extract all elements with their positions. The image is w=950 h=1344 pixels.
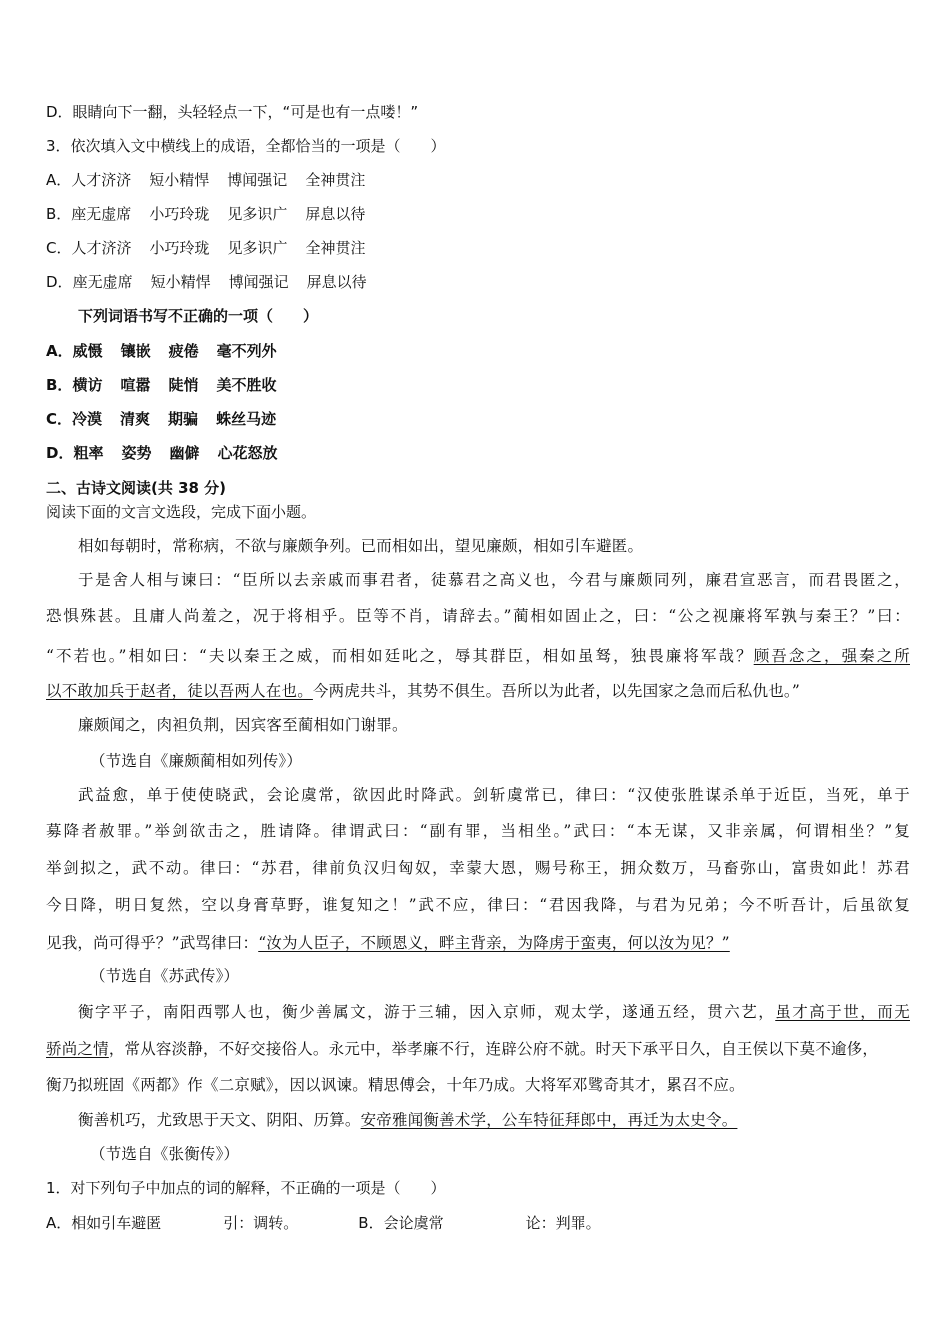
passage3-line: 衡乃拟班固《两都》作《二京赋》，因以讽谏。精思傅会，十年乃成。大将军邓骘奇其才，累召不应。 [46, 1076, 745, 1094]
q3-option-a [46, 169, 910, 191]
option-a: A．相如引车避匿 [46, 1214, 162, 1232]
passage1-p3: 廉颇闻之，肉袒负荆，因宾客至蔺相如门谢罪。 [78, 716, 408, 734]
option-word: 座无虚席 [72, 273, 133, 291]
option-word: 人才济济 [71, 171, 132, 189]
option-word: 镶嵌 [120, 342, 151, 360]
passage-text: 衡字平子，南阳西鄂人也，衡少善属文，游于三辅，因入京师，观太学，遂通五经，贯六艺， [78, 1003, 776, 1021]
passage-text: ，常从容淡静，不好交接俗人。永元中，举孝廉不行，连辟公府不就。时天下承平日久，自王侯以下莫不逾侈， [108, 1040, 879, 1058]
option-word: 全神贯注 [305, 171, 366, 189]
passage1-line [46, 680, 910, 702]
option-label: A． [46, 171, 72, 189]
option-word: 见多识广 [227, 239, 288, 257]
option-word: 座无虚席 [71, 205, 132, 223]
option-word: 人才济济 [71, 239, 132, 257]
passage1-line: 于是舍人相与谏曰：“臣所以去亲戚而事君者，徒慕君之高义也，今君与廉颇同列，廉君宣恶言，而君畏匿之， [78, 571, 910, 589]
q3-option-d [46, 271, 910, 293]
passage-text: 见我，尚可得乎？”武骂律曰： [46, 934, 259, 952]
option-word: 屏息以待 [306, 273, 367, 291]
q3-option-b [46, 203, 910, 225]
option-word: 陡悄 [168, 376, 199, 394]
passage1-line [46, 645, 910, 667]
option-label: B． [46, 376, 73, 394]
underlined-sentence: “汝为人臣子，不顾恩义，畔主背亲，为降虏于蛮夷，何以汝为见？” [258, 934, 730, 952]
passage2-line [46, 932, 910, 954]
option-label: C． [46, 239, 72, 257]
option-word: 喧嚣 [120, 376, 151, 394]
option-word: 粗率 [73, 444, 104, 462]
option-word: 见多识广 [227, 205, 288, 223]
underlined-sentence: 顾吾念之，强秦之所 [753, 647, 910, 665]
passage3-source: （节选自《张衡传》） [90, 1145, 240, 1163]
option-word: 横访 [72, 376, 103, 394]
option-word: 短小精悍 [150, 273, 211, 291]
q4-option-d [46, 442, 910, 464]
option-word: 全神贯注 [305, 239, 366, 257]
q3-stem: 3．依次填入文中横线上的成语，全都恰当的一项是（ ） [46, 137, 446, 155]
passage1-p1: 相如每朝时，常称病，不欲与廉颇争列。已而相如出，望见廉颇，相如引车避匿。 [78, 537, 644, 555]
underlined-sentence: 安帝雅闻衡善术学，公车特征拜郎中，再迁为太史令。 [360, 1111, 738, 1129]
option-a-explanation: 引：调转。 [223, 1214, 299, 1232]
q1-options [46, 1212, 910, 1234]
option-word: 美不胜收 [216, 376, 277, 394]
q4-option-a [46, 340, 910, 362]
passage2-line: 今日降，明日复然，空以身膏草野，谁复知之！”武不应，律曰：“君因我降，与君为兄弟；今不听吾计，后虽欲复 [46, 896, 910, 914]
option-word: 疲倦 [168, 342, 199, 360]
passage2-source: （节选自《苏武传》） [90, 967, 240, 985]
passage1-line: 恐惧殊甚。且庸人尚羞之，况于将相乎。臣等不肖，请辞去。”蔺相如固止之，曰：“公之视廉将军孰与秦王？”曰： [46, 607, 910, 625]
underlined-sentence: 骄尚之情 [46, 1040, 109, 1058]
q4-option-b [46, 374, 910, 396]
option-word: 毫不列外 [216, 342, 277, 360]
option-word: 幽僻 [169, 444, 200, 462]
option-word: 小巧玲珑 [149, 205, 210, 223]
option-word: 威慑 [72, 342, 103, 360]
passage-text: 今两虎共斗，其势不俱生。吾所以为此者，以先国家之急而后私仇也。” [312, 682, 800, 700]
passage1-source: （节选自《廉颇蔺相如列传》） [90, 752, 303, 770]
q2-option-d: D．眼睛向下一翻，头轻轻点一下，“可是也有一点喽！” [46, 103, 419, 121]
q1-stem: 1．对下列句子中加点的词的解释，不正确的一项是（ ） [46, 1179, 446, 1197]
passage-text: 衡善机巧，尤致思于天文、阴阳、历算。 [78, 1111, 361, 1129]
passage3-line [46, 1038, 910, 1060]
option-label: D． [46, 273, 73, 291]
option-word: 小巧玲珑 [149, 239, 210, 257]
option-word: 短小精悍 [149, 171, 210, 189]
option-word: 蛛丝马迹 [216, 410, 277, 428]
option-word: 姿势 [121, 444, 152, 462]
option-word: 博闻强记 [228, 273, 289, 291]
section-heading: 二、古诗文阅读(共 38 分) [46, 479, 227, 497]
underlined-sentence: 虽才高于世，而无 [775, 1003, 910, 1021]
passage3-line [78, 1109, 910, 1131]
q4-option-c [46, 408, 910, 430]
passage2-line: 举剑拟之，武不动。律曰：“苏君，律前负汉归匈奴，幸蒙大恩，赐号称王，拥众数万，马畜弥山，富贵如此！苏君 [46, 859, 910, 877]
option-b: B．会论虞常 [358, 1214, 444, 1232]
option-label: B． [46, 205, 72, 223]
underlined-sentence: 以不敢加兵于赵者，徒以吾两人在也。 [46, 682, 313, 700]
q3-option-c [46, 237, 910, 259]
option-word: 博闻强记 [227, 171, 288, 189]
option-b-explanation: 论：判罪。 [525, 1214, 601, 1232]
option-label: A． [46, 342, 73, 360]
passage3-line [78, 1001, 910, 1023]
passage2-line: 武益愈，单于使使晓武，会论虞常，欲因此时降武。剑斩虞常已，律曰：“汉使张胜谋杀单于近臣，当死，单于 [78, 786, 910, 804]
option-word: 期骗 [168, 410, 199, 428]
option-word: 清爽 [120, 410, 151, 428]
section-intro: 阅读下面的文言文选段，完成下面小题。 [46, 503, 317, 521]
option-word: 屏息以待 [305, 205, 366, 223]
option-word: 冷漠 [72, 410, 103, 428]
option-label: C． [46, 410, 73, 428]
q4-stem: 下列词语书写不正确的一项（ ） [78, 307, 319, 325]
option-word: 心花怒放 [217, 444, 278, 462]
option-label: D． [46, 444, 74, 462]
passage-text: “不若也。”相如曰：“夫以秦王之威，而相如廷叱之，辱其群臣，相如虽驽，独畏廉将军哉？ [46, 647, 754, 665]
passage2-line: 募降者赦罪。”举剑欲击之，胜请降。律谓武曰：“副有罪，当相坐。”武曰：“本无谋，又非亲属，何谓相坐？”复 [46, 822, 910, 840]
